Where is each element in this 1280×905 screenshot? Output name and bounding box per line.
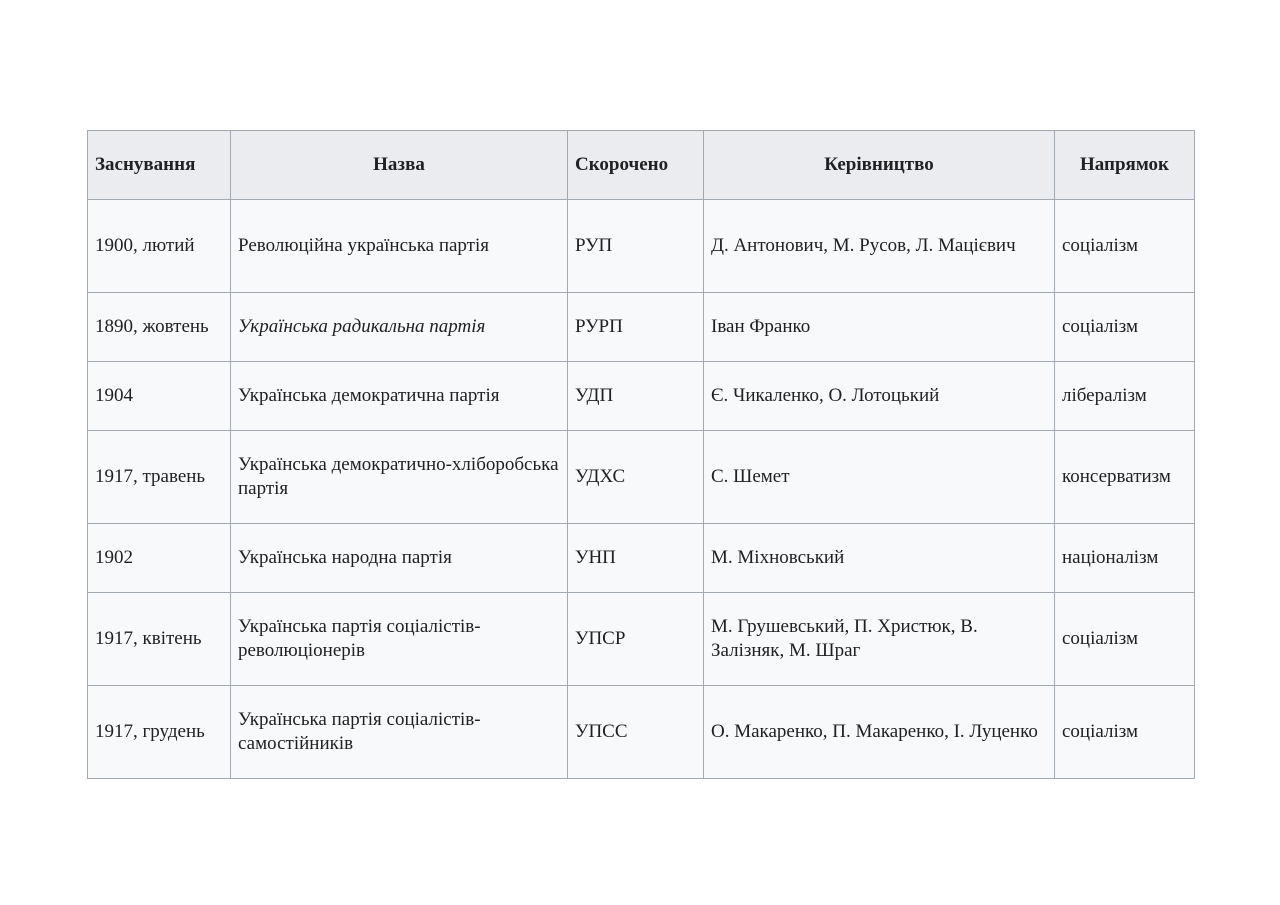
cell-founded: 1917, грудень [88, 686, 231, 779]
cell-direction: соціалізм [1055, 593, 1195, 686]
cell-name: Українська партія соціалістів-революціонерів [231, 593, 568, 686]
header-abbreviation[interactable]: Скорочено [568, 131, 704, 200]
table-row [88, 200, 1195, 293]
cell-leaders: Є. Чикаленко, О. Лотоцький [704, 362, 1055, 431]
header-leaders[interactable]: Керівництво [704, 131, 1055, 200]
cell-founded: 1900, лютий [88, 200, 231, 293]
cell-founded: 1917, квітень [88, 593, 231, 686]
cell-abbreviation: РУРП [568, 293, 704, 362]
cell-direction: соціалізм [1055, 200, 1195, 293]
cell-leaders: М. Міхновський [704, 524, 1055, 593]
cell-direction: консерватизм [1055, 431, 1195, 524]
header-founded[interactable]: Заснування [88, 131, 231, 200]
cell-name-link[interactable]: Українська радикальна партія [231, 293, 568, 362]
cell-name: Українська партія соціалістів-самостійників [231, 686, 568, 779]
cell-founded: 1904 [88, 362, 231, 431]
table-row [88, 293, 1195, 362]
cell-leaders: О. Макаренко, П. Макаренко, І. Луценко [704, 686, 1055, 779]
cell-direction: соціалізм [1055, 293, 1195, 362]
table-row [88, 593, 1195, 686]
parties-table [87, 130, 1195, 779]
cell-name: Революційна українська партія [231, 200, 568, 293]
table-row [88, 431, 1195, 524]
cell-direction: соціалізм [1055, 686, 1195, 779]
cell-founded: 1902 [88, 524, 231, 593]
cell-name: Українська демократично-хліборобська партія [231, 431, 568, 524]
cell-abbreviation: УДП [568, 362, 704, 431]
cell-founded: 1890, жовтень [88, 293, 231, 362]
cell-abbreviation: УНП [568, 524, 704, 593]
cell-founded: 1917, травень [88, 431, 231, 524]
table-row [88, 686, 1195, 779]
cell-abbreviation: УПСС [568, 686, 704, 779]
cell-name: Українська народна партія [231, 524, 568, 593]
cell-abbreviation: УПСР [568, 593, 704, 686]
cell-abbreviation: УДХС [568, 431, 704, 524]
table-header-row [88, 131, 1195, 200]
table-row [88, 524, 1195, 593]
cell-abbreviation: РУП [568, 200, 704, 293]
cell-direction: лібералізм [1055, 362, 1195, 431]
cell-direction: націоналізм [1055, 524, 1195, 593]
cell-leaders: С. Шемет [704, 431, 1055, 524]
header-direction[interactable]: Напрямок [1055, 131, 1195, 200]
cell-leaders: Іван Франко [704, 293, 1055, 362]
cell-leaders: М. Грушевський, П. Христюк, В. Залізняк, М. Шраг [704, 593, 1055, 686]
header-name[interactable]: Назва [231, 131, 568, 200]
table-row [88, 362, 1195, 431]
cell-leaders: Д. Антонович, М. Русов, Л. Мацієвич [704, 200, 1055, 293]
cell-name: Українська демократична партія [231, 362, 568, 431]
